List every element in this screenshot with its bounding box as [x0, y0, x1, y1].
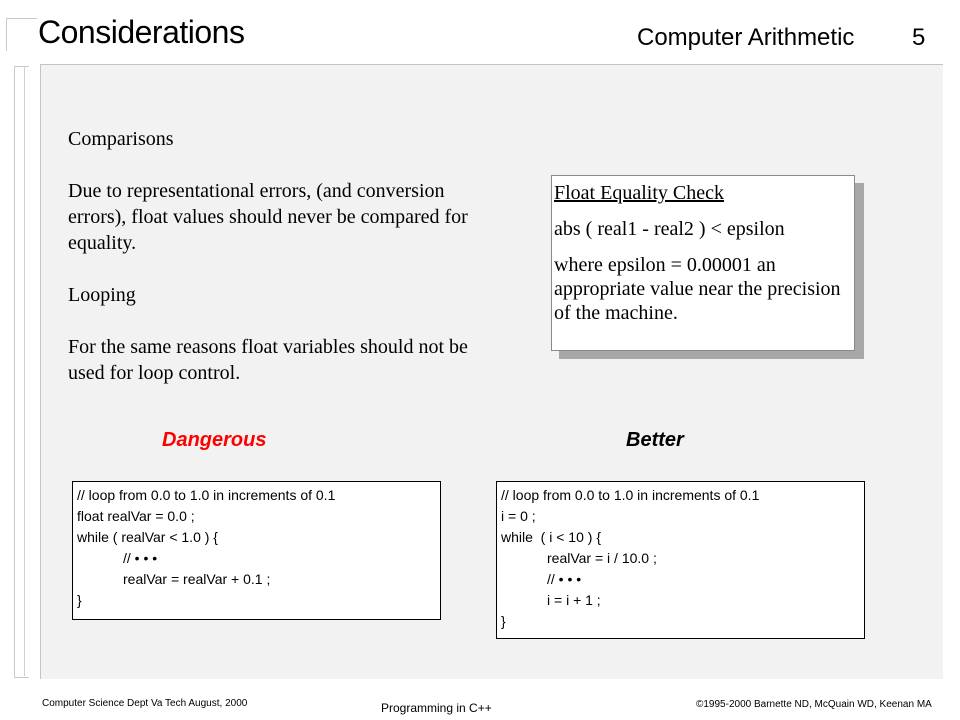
comparisons-heading: Comparisons: [68, 128, 174, 150]
footer-copyright: ©1995-2000 Barnette ND, McQuain WD, Keenan MA: [696, 699, 932, 710]
code-line: // loop from 0.0 to 1.0 in increments of 0.1: [501, 487, 760, 503]
float-equality-callout: [551, 175, 855, 351]
code-line: realVar = realVar + 0.1 ;: [123, 571, 271, 587]
code-line: i = 0 ;: [501, 508, 536, 524]
code-line: float realVar = 0.0 ;: [77, 508, 195, 524]
dangerous-code-box: [72, 481, 441, 620]
better-code-box: [496, 481, 865, 639]
code-line: }: [77, 592, 82, 608]
callout-note: where epsilon = 0.00001 an appropriate value near the precision of the machine.: [554, 254, 841, 324]
body-text: [68, 126, 468, 386]
better-label: Better: [626, 429, 684, 451]
code-line: while ( i < 10 ) {: [501, 529, 601, 545]
footer-course: Programming in C++: [381, 701, 492, 715]
code-line: while ( realVar < 1.0 ) {: [77, 529, 218, 545]
callout-formula: abs ( real1 - real2 ) < epsilon: [554, 218, 785, 240]
code-line: realVar = i / 10.0 ;: [547, 550, 657, 566]
code-line: i = i + 1 ;: [547, 592, 601, 608]
code-line: }: [501, 613, 506, 629]
callout-title: Float Equality Check: [554, 182, 724, 204]
frame-corner-decoration: [6, 18, 37, 51]
looping-text: For the same reasons float variables should not be used for loop control.: [68, 336, 468, 384]
footer-department: Computer Science Dept Va Tech August, 2000: [42, 698, 248, 709]
slide-topic: Computer Arithmetic: [637, 24, 855, 51]
slide-title: Considerations: [38, 14, 245, 50]
dangerous-label: Dangerous: [162, 429, 267, 451]
frame-left-decoration: [14, 66, 29, 678]
code-line: // • • •: [547, 571, 582, 587]
code-line: // • • •: [123, 550, 158, 566]
looping-heading: Looping: [68, 284, 136, 306]
page-number: 5: [912, 24, 926, 51]
frame-line-decoration: [24, 66, 25, 676]
comparisons-text: Due to representational errors, (and conversion errors), float values should never be compared for equality.: [68, 180, 468, 254]
code-line: // loop from 0.0 to 1.0 in increments of 0.1: [77, 487, 336, 503]
